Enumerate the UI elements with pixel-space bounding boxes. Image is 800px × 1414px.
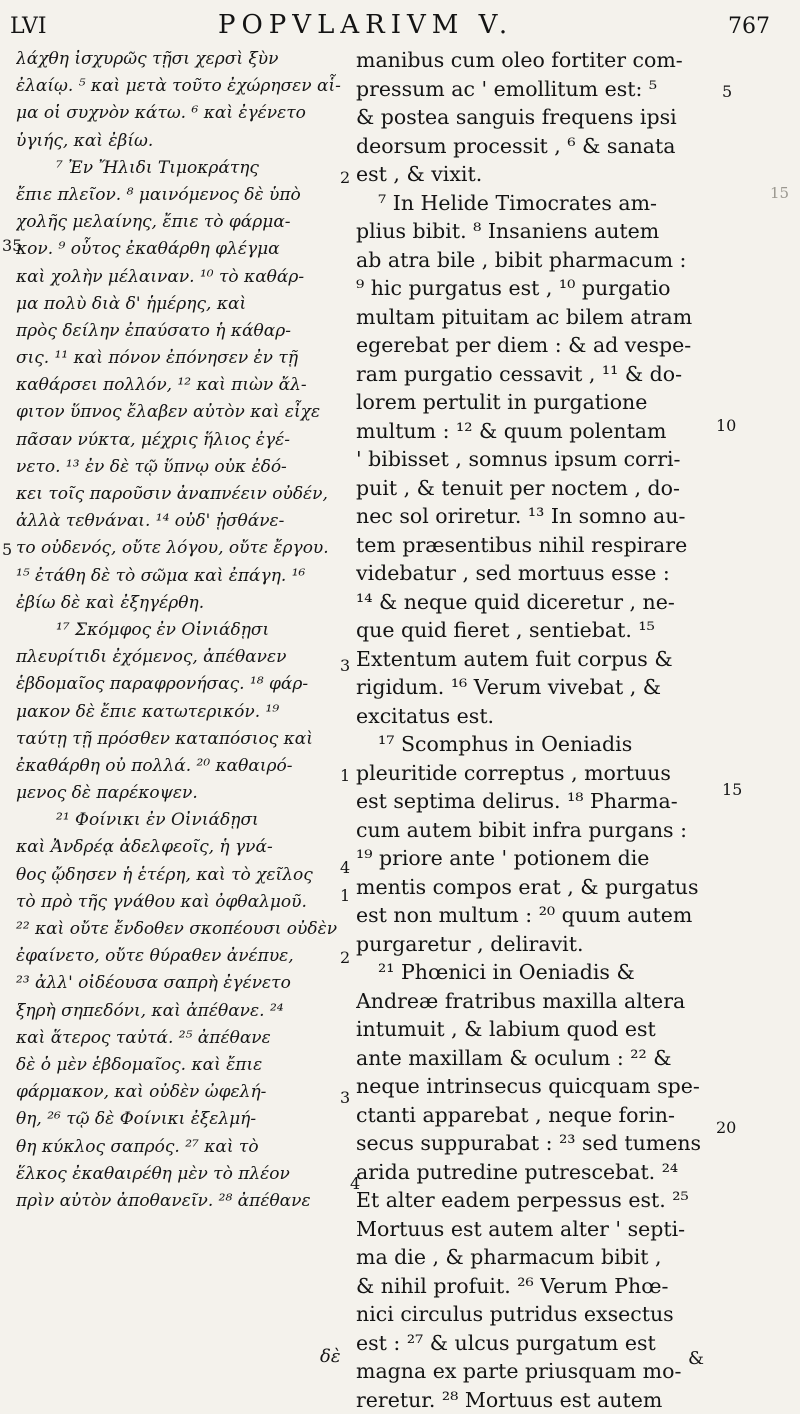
greek-line: καὶ ἅτερος ταὐτά. ²⁵ ἀπέθανε	[16, 1025, 346, 1052]
greek-line: ἐκαθάρθη οὐ πολλά. ²⁰ καθαιρό-	[16, 753, 346, 780]
latin-line: egerebat per diem : & ad vespe-	[356, 331, 712, 360]
running-header	[0, 4, 800, 44]
latin-line: ¹⁴ & neque quid diceretur , ne-	[356, 588, 712, 617]
margin-number: 1	[340, 886, 350, 905]
latin-line: ab atra bile , bibit pharmacum :	[356, 246, 712, 275]
latin-line: puit , & tenuit per noctem , do-	[356, 474, 712, 503]
latin-line: videbatur , sed mortuus esse :	[356, 559, 712, 588]
greek-line: θη κύκλος σαπρός. ²⁷ καὶ τὸ	[16, 1134, 346, 1161]
latin-line: tem præsentibus nihil respirare	[356, 531, 712, 560]
margin-number: 2	[340, 168, 350, 187]
latin-line: ctanti apparebat , neque forin-	[356, 1101, 712, 1130]
margin-number: 1	[340, 766, 350, 785]
latin-line: ²¹ Phœnici in Oeniadis &	[356, 958, 712, 987]
latin-line: ma die , & pharmacum bibit ,	[356, 1243, 712, 1272]
greek-line: ἀλλὰ τεθνάναι. ¹⁴ οὐδ' ᾐσθάνε-	[16, 508, 346, 535]
latin-line: est , & vixit.	[356, 160, 712, 189]
latin-line: ¹⁷ Scomphus in Oeniadis	[356, 730, 712, 759]
margin-number: 3	[340, 1088, 350, 1107]
latin-line: Et alter eadem perpessus est. ²⁵	[356, 1186, 712, 1215]
latin-line: secus suppurabat : ²³ sed tumens	[356, 1129, 712, 1158]
latin-line: est septima delirus. ¹⁸ Pharma-	[356, 787, 712, 816]
bleed-through-text: 15	[770, 184, 789, 202]
greek-line: θη, ²⁶ τῷ δὲ Φοίνικι ἐξελμή-	[16, 1106, 346, 1133]
greek-line: σις. ¹¹ καὶ πόνον ἐπόνησεν ἐν τῇ	[16, 345, 346, 372]
latin-line: que quid fieret , sentiebat. ¹⁵	[356, 616, 712, 645]
greek-line: ξηρὴ σηπεδόνι, καὶ ἀπέθανε. ²⁴	[16, 998, 346, 1025]
latin-line: nici circulus putridus exsectus	[356, 1300, 712, 1329]
page-number: 767	[728, 14, 770, 39]
greek-line: ταύτῃ τῇ πρόσθεν καταπόσιος καὶ	[16, 726, 346, 753]
latin-line: purgaretur , deliravit.	[356, 930, 712, 959]
greek-line: καὶ Ἀνδρέᾳ ἀδελφεοῖς, ἡ γνά-	[16, 834, 346, 861]
page-signature: LVI	[10, 14, 47, 39]
greek-line: κον. ⁹ οὗτος ἐκαθάρθη φλέγμα	[16, 236, 346, 263]
margin-number: 3	[340, 656, 350, 675]
greek-line: ἑβδομαῖος παραφρονήσας. ¹⁸ φάρ-	[16, 671, 346, 698]
greek-line: μενος δὲ παρέκοψεν.	[16, 780, 346, 807]
greek-line: κει τοῖς παροῦσιν ἀναπνέειν οὐδέν,	[16, 481, 346, 508]
latin-line: Andreæ fratribus maxilla altera	[356, 987, 712, 1016]
greek-line: ²² καὶ οὔτε ἔνδοθεν σκοπέουσι οὐδὲν	[16, 916, 346, 943]
greek-line: μακον δὲ ἔπιε κατωτερικόν. ¹⁹	[16, 699, 346, 726]
latin-line: ⁷ In Helide Timocrates am-	[356, 189, 712, 218]
latin-line: intumuit , & labium quod est	[356, 1015, 712, 1044]
margin-number: 15	[722, 780, 742, 799]
latin-line: est : ²⁷ & ulcus purgatum est	[356, 1329, 712, 1358]
greek-line: τὸ πρὸ τῆς γνάθου καὶ ὀφθαλμοῦ.	[16, 889, 346, 916]
greek-line: ⁷ Ἐν Ἤλιδι Τιμοκράτης	[16, 155, 346, 182]
margin-number: 4	[340, 858, 350, 877]
greek-line: νετο. ¹³ ἐν δὲ τῷ ὕπνῳ οὐκ ἐδό-	[16, 454, 346, 481]
latin-line: & nihil profuit. ²⁶ Verum Phœ-	[356, 1272, 712, 1301]
greek-line: ²¹ Φοίνικι ἐν Οἰνιάδῃσι	[16, 807, 346, 834]
greek-line: καθάρσει πολλόν, ¹² καὶ πιὼν ἄλ-	[16, 372, 346, 399]
greek-line: το οὐδενός, οὔτε λόγου, οὔτε ἔργου.	[16, 535, 346, 562]
greek-column	[16, 46, 346, 1215]
greek-line: χολῆς μελαίνης, ἔπιε τὸ φάρμα-	[16, 209, 346, 236]
latin-line: cum autem bibit infra purgans :	[356, 816, 712, 845]
margin-number: 20	[716, 1118, 736, 1137]
greek-line: ἔπιε πλεῖον. ⁸ μαινόμενος δὲ ὑπὸ	[16, 182, 346, 209]
latin-line: rigidum. ¹⁶ Verum vivebat , &	[356, 673, 712, 702]
latin-line: excitatus est.	[356, 702, 712, 731]
latin-line: ' bibisset , somnus ipsum corri-	[356, 445, 712, 474]
latin-line: Extentum autem fuit corpus &	[356, 645, 712, 674]
greek-line: πᾶσαν νύκτα, μέχρις ἥλιος ἐγέ-	[16, 427, 346, 454]
greek-line: καὶ χολὴν μέλαιναν. ¹⁰ τὸ καθάρ-	[16, 264, 346, 291]
latin-line: pleuritide correptus , mortuus	[356, 759, 712, 788]
margin-number: 10	[716, 416, 736, 435]
margin-number: 5	[2, 540, 12, 559]
greek-line: ὑγιής, καὶ ἐβίω.	[16, 128, 346, 155]
latin-line: mentis compos erat , & purgatus	[356, 873, 712, 902]
latin-line: nec sol oriretur. ¹³ In somno au-	[356, 502, 712, 531]
greek-line: ἕλκος ἐκαθαιρέθη μὲν τὸ πλέον	[16, 1161, 346, 1188]
latin-line: ram purgatio cessavit , ¹¹ & do-	[356, 360, 712, 389]
running-title: POPVLARIVM V.	[218, 10, 513, 40]
greek-line: φάρμακον, καὶ οὐδὲν ὠφελή-	[16, 1079, 346, 1106]
margin-number: 4	[350, 1174, 360, 1193]
latin-line: & postea sanguis frequens ipsi	[356, 103, 712, 132]
latin-column	[356, 46, 712, 1414]
greek-line: μα πολὺ διὰ δ' ἡμέρης, καὶ	[16, 291, 346, 318]
greek-line: ἐφαίνετο, οὔτε θύραθεν ἀνέπυε,	[16, 943, 346, 970]
latin-line: ⁹ hic purgatus est , ¹⁰ purgatio	[356, 274, 712, 303]
greek-line: πρὶν αὐτὸν ἀποθανεῖν. ²⁸ ἀπέθανε	[16, 1188, 346, 1215]
greek-line: ¹⁷ Σκόμφος ἐν Οἰνιάδῃσι	[16, 617, 346, 644]
margin-number: 35	[2, 236, 22, 255]
latin-line: deorsum processit , ⁶ & sanata	[356, 132, 712, 161]
latin-line: multum : ¹² & quum polentam	[356, 417, 712, 446]
greek-line: φιτον ὕπνος ἔλαβεν αὐτὸν καὶ εἶχε	[16, 399, 346, 426]
greek-line: πλευρίτιδι ἐχόμενος, ἀπέθανεν	[16, 644, 346, 671]
greek-line: δὲ ὁ μὲν ἑβδομαῖος. καὶ ἔπιε	[16, 1052, 346, 1079]
margin-number: 2	[340, 948, 350, 967]
latin-line: plius bibit. ⁸ Insaniens autem	[356, 217, 712, 246]
latin-line: ante maxillam & oculum : ²² &	[356, 1044, 712, 1073]
latin-line: neque intrinsecus quicquam spe-	[356, 1072, 712, 1101]
greek-line: ¹⁵ ἐτάθη δὲ τὸ σῶμα καὶ ἐπάγη. ¹⁶	[16, 563, 346, 590]
latin-catchword: &	[688, 1348, 704, 1369]
latin-line: pressum ac ' emollitum est: ⁵	[356, 75, 712, 104]
greek-line: ἐλαίῳ. ⁵ καὶ μετὰ τοῦτο ἐχώρησεν αἷ-	[16, 73, 346, 100]
margin-number: 5	[722, 82, 732, 101]
greek-line: λάχθη ἰσχυρῶς τῇσι χερσὶ ξὺν	[16, 46, 346, 73]
greek-line: ²³ ἀλλ' οἰδέουσα σαπρὴ ἐγένετο	[16, 970, 346, 997]
latin-line: ¹⁹ priore ante ' potionem die	[356, 844, 712, 873]
latin-line: reretur. ²⁸ Mortuus est autem	[356, 1386, 712, 1414]
greek-line: ἐβίω δὲ καὶ ἐξηγέρθη.	[16, 590, 346, 617]
greek-line: μα οἱ συχνὸν κάτω. ⁶ καὶ ἐγένετο	[16, 100, 346, 127]
latin-line: est non multum : ²⁰ quum autem	[356, 901, 712, 930]
greek-catchword: δὲ	[320, 1346, 341, 1367]
latin-line: manibus cum oleo fortiter com-	[356, 46, 712, 75]
latin-line: magna ex parte priusquam mo-	[356, 1357, 712, 1386]
latin-line: lorem pertulit in purgatione	[356, 388, 712, 417]
latin-line: arida putredine putrescebat. ²⁴	[356, 1158, 712, 1187]
latin-line: Mortuus est autem alter ' septi-	[356, 1215, 712, 1244]
greek-line: πρὸς δείλην ἐπαύσατο ἡ κάθαρ-	[16, 318, 346, 345]
latin-line: multam pituitam ac bilem atram	[356, 303, 712, 332]
greek-line: θος ᾤδησεν ἡ ἑτέρη, καὶ τὸ χεῖλος	[16, 862, 346, 889]
